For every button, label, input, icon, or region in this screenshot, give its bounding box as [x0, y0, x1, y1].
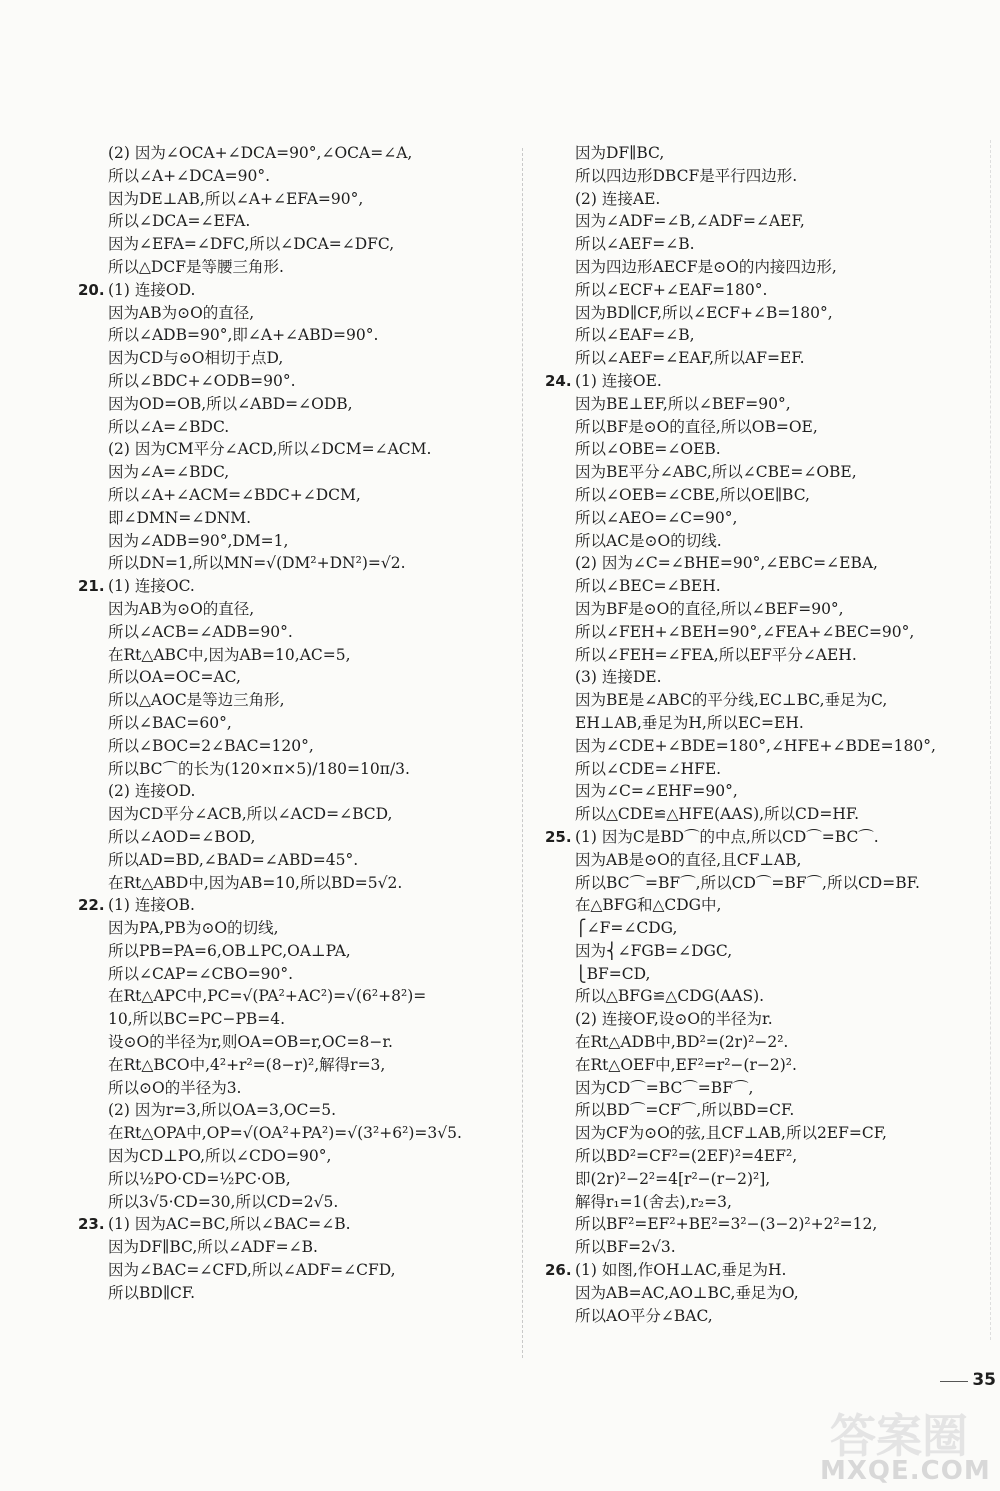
solution-line — [553, 758, 973, 781]
solution-line — [86, 416, 506, 439]
solution-line — [86, 1054, 506, 1077]
solution-text: 因为AB为⊙O的直径, — [108, 303, 255, 322]
solution-line — [553, 233, 973, 256]
solution-text: 因为BD∥CF,所以∠ECF+∠B=180°, — [575, 303, 833, 322]
solution-line — [86, 666, 506, 689]
solution-text: 所以∠ADB=90°,即∠A+∠ABD=90°. — [108, 326, 379, 345]
solution-line — [553, 1122, 973, 1145]
solution-line — [86, 302, 506, 325]
solution-line — [553, 1054, 973, 1077]
solution-text: 所以∠EAF=∠B, — [575, 326, 695, 345]
solution-line — [86, 347, 506, 370]
solution-text: 因为DE⊥AB,所以∠A+∠EFA=90°, — [108, 189, 364, 208]
solution-line — [86, 598, 506, 621]
solution-line — [78, 575, 506, 598]
solution-text: 所以∠AOD=∠BOD, — [108, 827, 256, 846]
solution-text: 因为AB是⊙O的直径,且CF⊥AB, — [575, 850, 802, 869]
solution-text: 所以AD=BD,∠BAD=∠ABD=45°. — [108, 850, 359, 869]
solution-text: (1) 如图,作OH⊥AC,垂足为H. — [575, 1261, 787, 1280]
solution-line — [553, 552, 973, 575]
solution-text: ⎧∠F=∠CDG, — [575, 919, 678, 938]
solution-line — [86, 872, 506, 895]
solution-text: 因为∠A=∠BDC, — [108, 463, 230, 482]
solution-text: 所以BF是⊙O的直径,所以OB=OE, — [575, 417, 818, 436]
solution-text: 所以∠A+∠DCA=90°. — [108, 166, 271, 185]
solution-text: 因为∠EFA=∠DFC,所以∠DCA=∠DFC, — [108, 235, 395, 254]
solution-line — [553, 849, 973, 872]
solution-line — [553, 598, 973, 621]
solution-text: 因为CD平分∠ACB,所以∠ACD=∠BCD, — [108, 805, 393, 824]
solution-line — [553, 438, 973, 461]
solution-line — [86, 188, 506, 211]
solution-text: (1) 连接OC. — [108, 577, 195, 596]
solution-text: 在Rt△APC中,PC=√(PA²+AC²)=√(6²+8²)= — [108, 987, 427, 1006]
solution-line — [553, 735, 973, 758]
solution-text: (2) 因为r=3,所以OA=3,OC=5. — [108, 1101, 337, 1120]
solution-text: 所以3√5·CD=30,所以CD=2√5. — [108, 1192, 339, 1211]
solution-line — [86, 165, 506, 188]
solution-line — [553, 575, 973, 598]
solution-line — [553, 461, 973, 484]
solution-text: 因为∠CDE+∠BDE=180°,∠HFE+∠BDE=180°, — [575, 736, 936, 755]
solution-line — [553, 210, 973, 233]
solution-text: 所以∠AEF=∠EAF,所以AF=EF. — [575, 349, 805, 368]
solution-text: 所以△BFG≌△CDG(AAS). — [575, 987, 765, 1006]
solution-text: 所以DN=1,所以MN=√(DM²+DN²)=√2. — [108, 554, 406, 573]
page-edge-mark — [990, 140, 991, 1340]
solution-line — [78, 1213, 506, 1236]
solution-text: 因为OD=OB,所以∠ABD=∠ODB, — [108, 394, 353, 413]
right-column — [545, 142, 973, 1327]
solution-line — [86, 256, 506, 279]
column-divider — [522, 148, 523, 1358]
solution-line — [86, 621, 506, 644]
solution-line — [553, 507, 973, 530]
solution-text: 因为BE是∠ABC的平分线,EC⊥BC,垂足为C, — [575, 691, 888, 710]
solution-line — [86, 963, 506, 986]
solution-line — [553, 188, 973, 211]
solution-text: 所以∠OBE=∠OEB. — [575, 440, 721, 459]
solution-line — [86, 142, 506, 165]
solution-line — [86, 484, 506, 507]
solution-line — [86, 233, 506, 256]
solution-text: 因为∠C=∠EHF=90°, — [575, 782, 738, 801]
solution-line — [553, 1213, 973, 1236]
solution-line — [553, 1077, 973, 1100]
solution-line — [553, 1031, 973, 1054]
solution-line — [86, 1259, 506, 1282]
solution-text: 10,所以BC=PC−PB=4. — [108, 1010, 286, 1029]
solution-line — [553, 416, 973, 439]
solution-text: (2) 因为∠OCA+∠DCA=90°,∠OCA=∠A, — [108, 144, 413, 162]
solution-text: 所以∠BEC=∠BEH. — [575, 577, 721, 596]
solution-line — [86, 917, 506, 940]
watermark-main: 答案圈 — [830, 1409, 968, 1463]
solution-line — [553, 1305, 973, 1328]
solution-line — [553, 142, 973, 165]
solution-text: ⎩BF=CD, — [575, 964, 651, 983]
solution-line — [553, 712, 973, 735]
solution-text: 解得r₁=1(舍去),r₂=3, — [575, 1192, 732, 1211]
solution-text: 所以⊙O的半径为3. — [108, 1078, 242, 1097]
solution-line — [86, 530, 506, 553]
solution-text: 因为CD⌒=BC⌒=BF⌒, — [575, 1078, 754, 1097]
solution-text: 所以∠FEH=∠FEA,所以EF平分∠AEH. — [575, 645, 857, 664]
solution-line — [86, 826, 506, 849]
solution-line — [86, 552, 506, 575]
solution-text: 因为AB为⊙O的直径, — [108, 599, 255, 618]
problem-number: 25. — [545, 827, 572, 846]
solution-text: (1) 连接OD. — [108, 280, 196, 299]
solution-line — [553, 1145, 973, 1168]
solution-line — [553, 803, 973, 826]
solution-line — [553, 666, 973, 689]
solution-text: 所以∠CDE=∠HFE. — [575, 759, 722, 778]
solution-line — [553, 484, 973, 507]
solution-line — [86, 1145, 506, 1168]
solution-text: 所以AO平分∠BAC, — [575, 1306, 713, 1325]
solution-text: 所以BD²=CF²=(2EF)²=4EF², — [575, 1147, 798, 1166]
solution-line — [553, 1168, 973, 1191]
solution-text: 因为AB=AC,AO⊥BC,垂足为O, — [575, 1283, 799, 1302]
solution-line — [86, 1191, 506, 1214]
solution-text: 在Rt△OPA中,OP=√(OA²+PA²)=√(3²+6²)=3√5. — [108, 1124, 462, 1143]
solution-line — [86, 370, 506, 393]
solution-line — [86, 940, 506, 963]
solution-text: 所以∠CAP=∠CBO=90°. — [108, 964, 294, 983]
solution-text: 所以∠A+∠ACM=∠BDC+∠DCM, — [108, 485, 361, 504]
solution-line — [86, 210, 506, 233]
solution-line — [553, 780, 973, 803]
solution-text: 所以BC⌒的长为(120×π×5)/180=10π/3. — [108, 759, 410, 778]
solution-line — [553, 894, 973, 917]
solution-text: 所以∠DCA=∠EFA. — [108, 212, 251, 231]
solution-text: 所以∠AEO=∠C=90°, — [575, 508, 738, 527]
solution-text: 因为CD与⊙O相切于点D, — [108, 349, 284, 368]
solution-text: 所以∠BOC=2∠BAC=120°, — [108, 736, 314, 755]
solution-line — [553, 393, 973, 416]
solution-text: 所以∠BAC=60°, — [108, 713, 232, 732]
solution-line — [86, 1282, 506, 1305]
solution-line — [86, 712, 506, 735]
left-column — [78, 142, 506, 1305]
solution-line — [553, 256, 973, 279]
solution-text: 所以OA=OC=AC, — [108, 668, 241, 687]
solution-line — [553, 1191, 973, 1214]
solution-text: 在Rt△OEF中,EF²=r²−(r−2)². — [575, 1055, 797, 1074]
solution-line — [553, 689, 973, 712]
solution-line — [78, 894, 506, 917]
solution-text: 因为∠ADB=90°,DM=1, — [108, 531, 289, 550]
solution-text: 所以BD∥CF. — [108, 1283, 196, 1302]
solution-text: 所以∠BDC+∠ODB=90°. — [108, 371, 296, 390]
solution-line — [553, 644, 973, 667]
solution-text: 因为四边形AECF是⊙O的内接四边形, — [575, 257, 837, 276]
solution-text: (1) 因为C是BD⌒的中点,所以CD⌒=BC⌒. — [575, 827, 879, 846]
problem-number: 22. — [78, 896, 105, 915]
solution-text: 所以∠ECF+∠EAF=180°. — [575, 280, 768, 299]
solution-line — [86, 849, 506, 872]
solution-text: (1) 连接OE. — [575, 371, 662, 390]
solution-text: 在Rt△ADB中,BD²=(2r)²−2². — [575, 1033, 789, 1052]
problem-number: 24. — [545, 371, 572, 390]
solution-text: 所以PB=PA=6,OB⊥PC,OA⊥PA, — [108, 941, 351, 960]
solution-line — [86, 1122, 506, 1145]
solution-line — [553, 1236, 973, 1259]
page-number: 35 — [972, 1370, 996, 1390]
solution-line — [86, 780, 506, 803]
solution-text: (2) 因为CM平分∠ACD,所以∠DCM=∠ACM. — [108, 440, 432, 459]
solution-line — [86, 689, 506, 712]
solution-line — [86, 1099, 506, 1122]
solution-line — [553, 872, 973, 895]
solution-text: (2) 因为∠C=∠BHE=90°,∠EBC=∠EBA, — [575, 554, 878, 573]
solution-line — [553, 530, 973, 553]
solution-line — [553, 963, 973, 986]
solution-text: 即(2r)²−2²=4[r²−(r−2)²], — [575, 1169, 771, 1188]
solution-line — [86, 1031, 506, 1054]
solution-text: EH⊥AB,垂足为H,所以EC=EH. — [575, 713, 804, 732]
solution-text: 因为DF∥BC,所以∠ADF=∠B. — [108, 1238, 318, 1257]
solution-text: 因为BE平分∠ABC,所以∠CBE=∠OBE, — [575, 463, 857, 482]
solution-text: (3) 连接DE. — [575, 668, 662, 687]
watermark-site: MXQE.COM — [820, 1456, 991, 1486]
solution-line — [553, 347, 973, 370]
solution-line — [86, 1168, 506, 1191]
solution-line — [553, 324, 973, 347]
solution-line — [86, 507, 506, 530]
solution-line — [553, 1099, 973, 1122]
solution-line — [86, 324, 506, 347]
solution-line — [86, 393, 506, 416]
solution-line — [86, 985, 506, 1008]
solution-line — [553, 279, 973, 302]
solution-text: 即∠DMN=∠DNM. — [108, 508, 252, 527]
solution-line — [553, 621, 973, 644]
solution-text: (1) 因为AC=BC,所以∠BAC=∠B. — [108, 1215, 351, 1234]
solution-text: 所以△CDE≌△HFE(AAS),所以CD=HF. — [575, 805, 860, 824]
solution-text: 所以四边形DBCF是平行四边形. — [575, 166, 798, 185]
solution-line — [545, 370, 973, 393]
solution-text: 所以BC⌒=BF⌒,所以CD⌒=BF⌒,所以CD=BF. — [575, 873, 920, 892]
solution-text: 在Rt△BCO中,4²+r²=(8−r)²,解得r=3, — [108, 1055, 386, 1074]
solution-text: 因为⎨∠FGB=∠DGC, — [575, 941, 733, 960]
solution-text: 所以BF²=EF²+BE²=3²−(3−2)²+2²=12, — [575, 1215, 878, 1234]
solution-text: 所以∠ACB=∠ADB=90°. — [108, 622, 293, 641]
solution-text: (2) 连接OD. — [108, 782, 196, 801]
solution-text: 所以BD⌒=CF⌒,所以BD=CF. — [575, 1101, 795, 1120]
solution-text: 所以△AOC是等边三角形, — [108, 691, 285, 710]
solution-line — [86, 1008, 506, 1031]
solution-text: 所以△DCF是等腰三角形. — [108, 257, 284, 276]
solution-line — [86, 758, 506, 781]
solution-text: 因为DF∥BC, — [575, 144, 665, 162]
solution-text: 所以AC是⊙O的切线. — [575, 531, 722, 550]
solution-text: 在Rt△ABD中,因为AB=10,所以BD=5√2. — [108, 873, 403, 892]
solution-text: 在△BFG和△CDG中, — [575, 896, 722, 915]
solution-text: 所以∠AEF=∠B. — [575, 235, 695, 254]
solution-line — [86, 1236, 506, 1259]
solution-line — [553, 917, 973, 940]
solution-text: (2) 连接OF,设⊙O的半径为r. — [575, 1010, 773, 1029]
problem-number: 26. — [545, 1261, 572, 1280]
solution-text: 因为PA,PB为⊙O的切线, — [108, 919, 279, 938]
solution-text: 所以∠OEB=∠CBE,所以OE∥BC, — [575, 485, 810, 504]
solution-line — [545, 826, 973, 849]
solution-line — [553, 940, 973, 963]
solution-text: 因为BE⊥EF,所以∠BEF=90°, — [575, 394, 791, 413]
solution-line — [86, 1077, 506, 1100]
solution-text: 因为∠ADF=∠B,∠ADF=∠AEF, — [575, 212, 805, 231]
solution-line — [553, 1008, 973, 1031]
solution-line — [545, 1259, 973, 1282]
solution-line — [553, 985, 973, 1008]
page-number-rule — [940, 1381, 968, 1382]
solution-text: (2) 连接AE. — [575, 189, 661, 208]
solution-text: 因为CF为⊙O的弦,且CF⊥AB,所以2EF=CF, — [575, 1124, 887, 1143]
solution-text: 所以∠FEH+∠BEH=90°,∠FEA+∠BEC=90°, — [575, 622, 915, 641]
watermark-logo — [800, 1400, 995, 1486]
solution-line — [86, 803, 506, 826]
solution-line — [86, 735, 506, 758]
solution-text: 因为BF是⊙O的直径,所以∠BEF=90°, — [575, 599, 844, 618]
solution-text: 因为CD⊥PO,所以∠CDO=90°, — [108, 1147, 332, 1166]
solution-line — [86, 461, 506, 484]
solution-line — [86, 438, 506, 461]
solution-line — [553, 165, 973, 188]
solution-text: 在Rt△ABC中,因为AB=10,AC=5, — [108, 645, 351, 664]
solution-text: 所以BF=2√3. — [575, 1238, 676, 1257]
problem-number: 20. — [78, 280, 105, 299]
solution-text: 设⊙O的半径为r,则OA=OB=r,OC=8−r. — [108, 1033, 393, 1052]
solution-line — [78, 279, 506, 302]
problem-number: 21. — [78, 577, 105, 596]
solution-line — [86, 644, 506, 667]
solution-text: 所以½PO·CD=½PC·OB, — [108, 1169, 291, 1188]
solution-line — [553, 1282, 973, 1305]
problem-number: 23. — [78, 1215, 105, 1234]
solution-text: 因为∠BAC=∠CFD,所以∠ADF=∠CFD, — [108, 1261, 396, 1280]
solution-text: 所以∠A=∠BDC. — [108, 417, 230, 436]
solution-line — [553, 302, 973, 325]
solution-text: (1) 连接OB. — [108, 896, 195, 915]
